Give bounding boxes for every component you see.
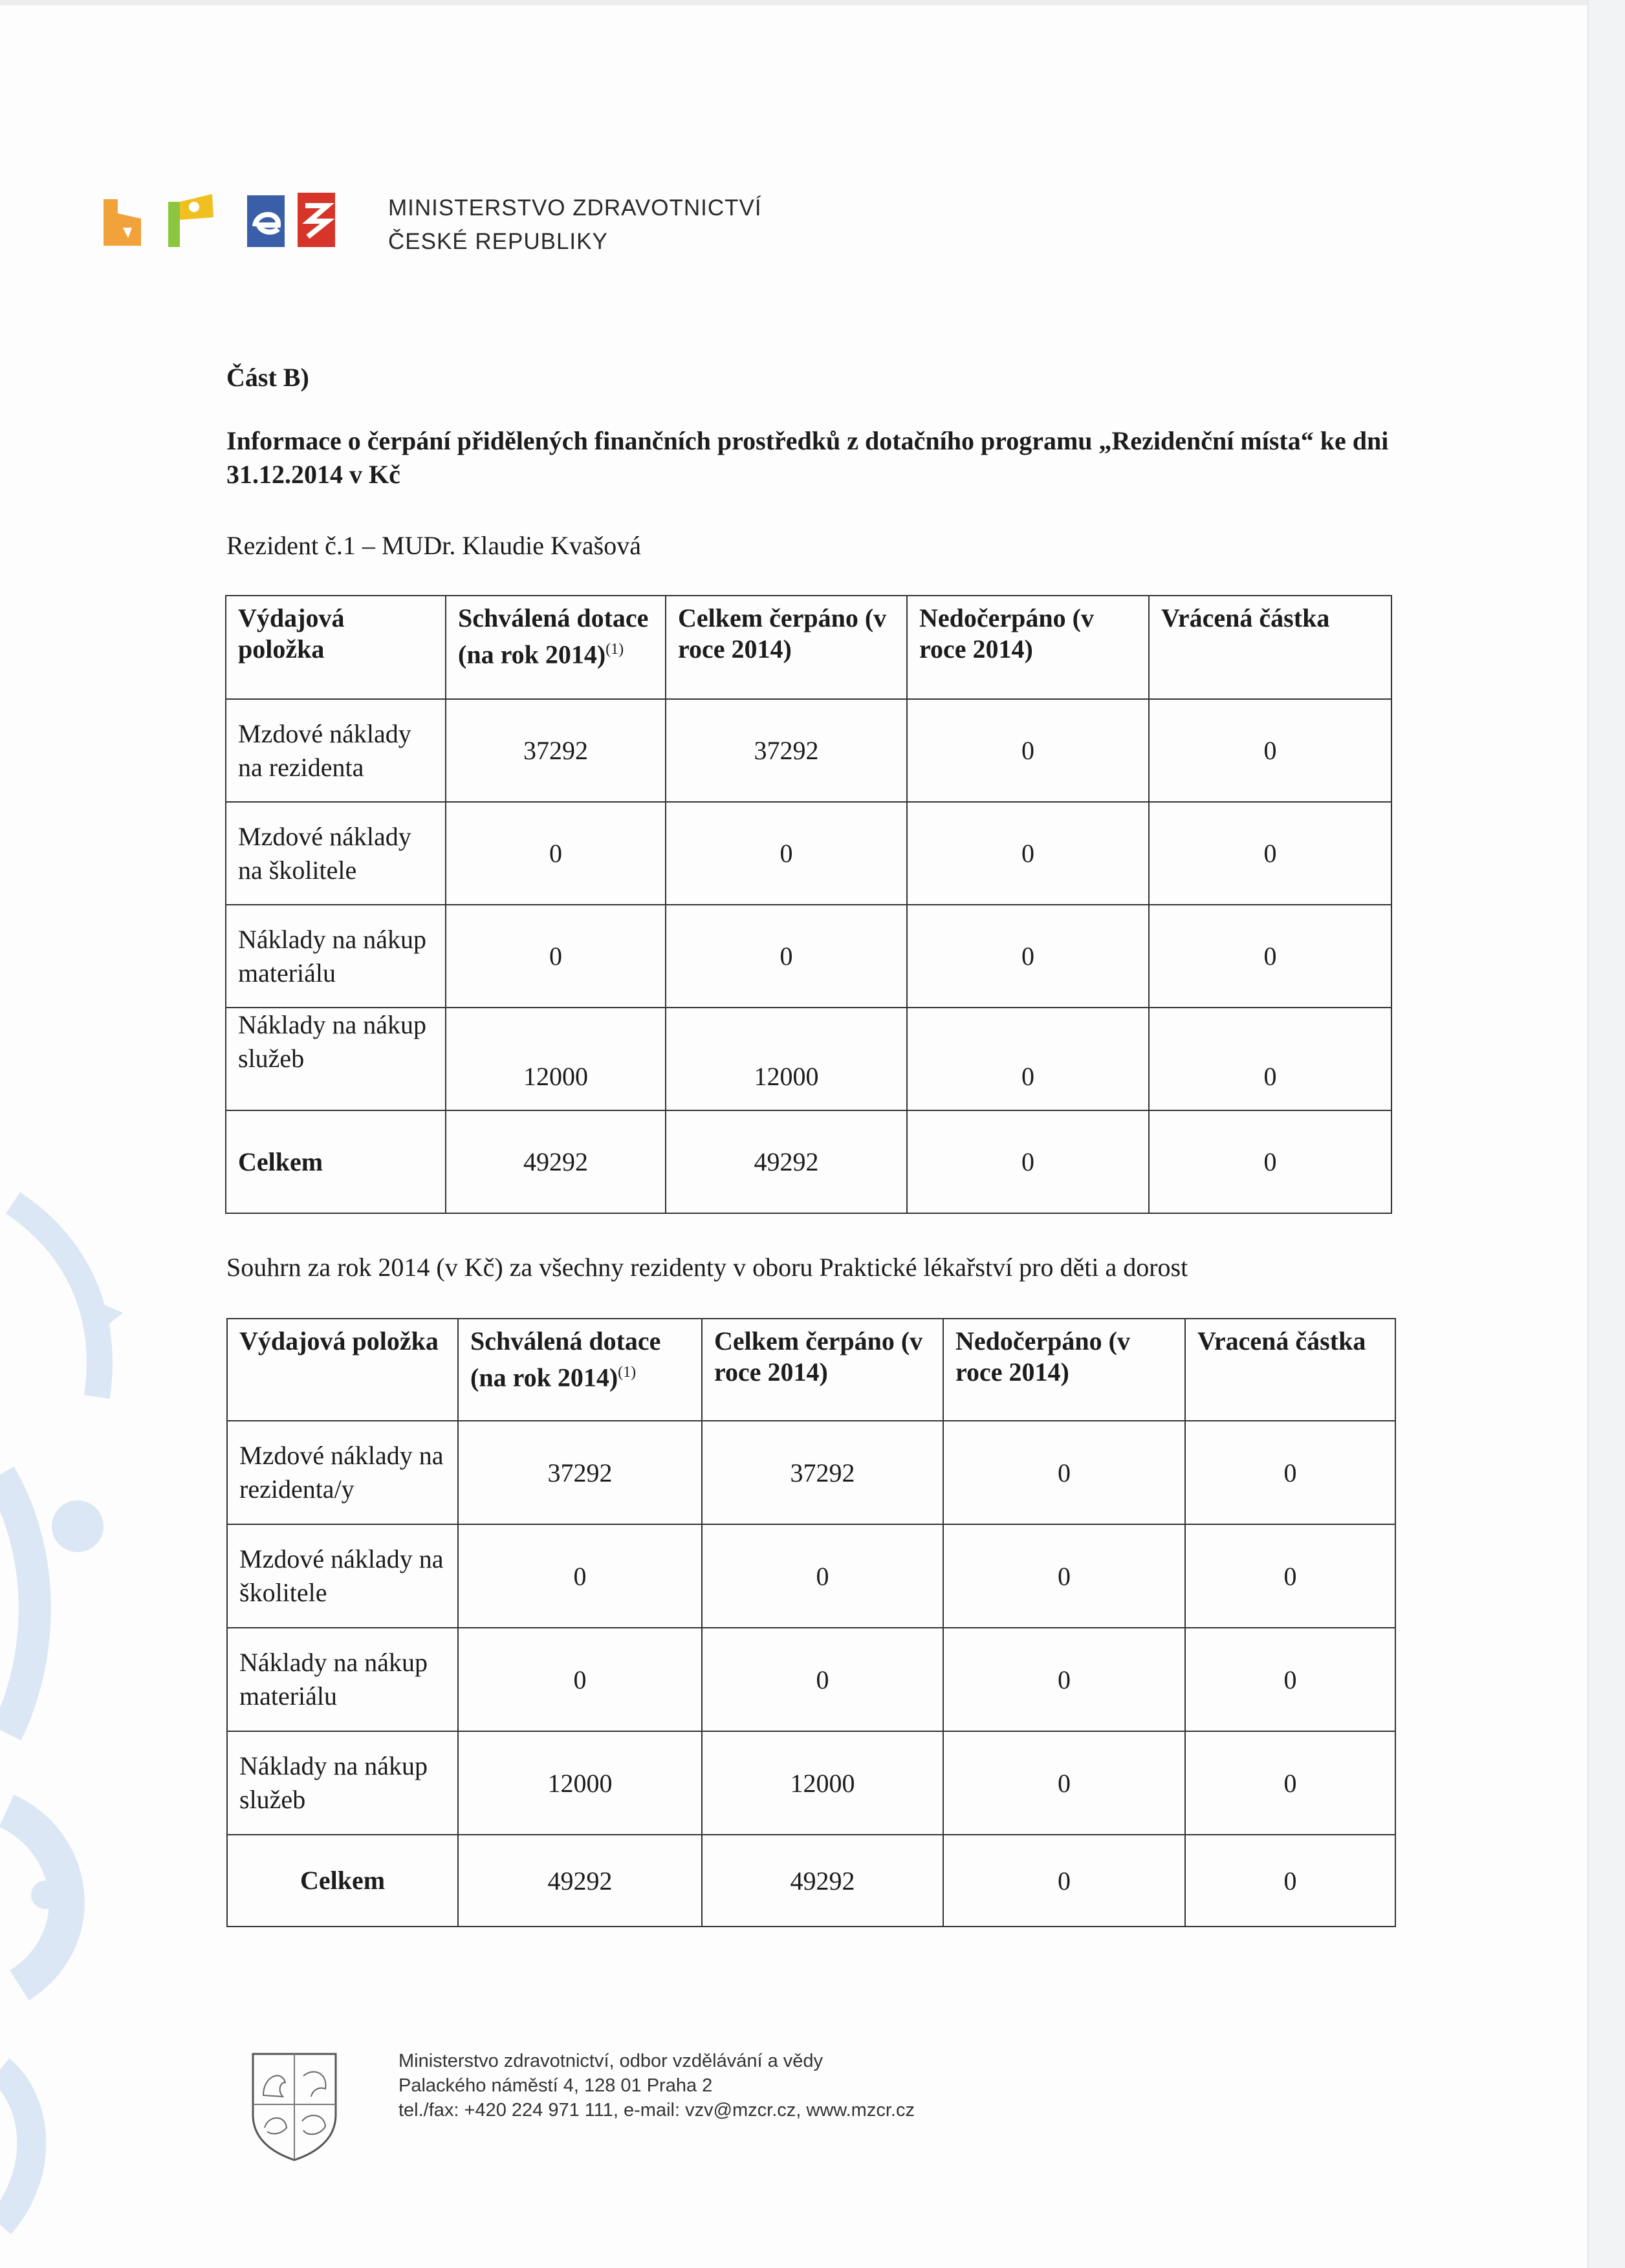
table-header-row [226,596,1391,699]
cell-value: 37292 [458,1421,702,1524]
cell-value: 0 [1185,1421,1395,1524]
cell-value: 0 [943,1421,1185,1524]
resident-expense-table [225,595,1392,1214]
resident-name: Rezident č.1 – MUDr. Klaudie Kvašová [226,531,641,560]
cell-value: 0 [458,1524,702,1628]
table-row [227,1421,1395,1524]
header-cell: Schválená dotace (na rok 2014)$^{(1)}$ [446,596,666,699]
row-label: Mzdové náklady na školitele [226,802,446,905]
cell-value: 0 [907,802,1149,905]
cell-value: 49292 [666,1110,907,1213]
row-label: Náklady na nákup materiálu [226,905,446,1008]
cell-value: 0 [943,1731,1185,1835]
cell-value: 37292 [666,699,907,802]
header-cell: Vrácená částka [1149,596,1391,699]
page-right-edge [1587,0,1625,2268]
row-label: Celkem [226,1110,446,1213]
footer-line: Ministerstvo zdravotnictví, odbor vzdělávání a vědy [398,2051,823,2071]
header-cell: Výdajová položka [226,596,446,699]
cell-value: 0 [1149,905,1391,1008]
cell-value: 0 [907,699,1149,802]
table-row [226,802,1391,905]
header-cell: Nedočerpáno (v roce 2014) [943,1319,1185,1421]
row-label: Náklady na nákup služeb [227,1731,458,1835]
cell-value: 49292 [702,1835,943,1927]
cell-value: 0 [943,1524,1185,1628]
header-cell: Celkem čerpáno (v roce 2014) [666,596,907,699]
table-row [226,699,1391,802]
cell-value: 49292 [446,1110,666,1213]
cell-value: 0 [666,802,907,905]
cell-value: 0 [446,802,666,905]
footer-line: tel./fax: +420 224 971 111, e-mail: vzv@mzcr.cz, www.mzcr.cz [398,2100,915,2121]
row-label: Mzdové náklady na rezidenta [226,699,446,802]
ministry-name-line2: ČESKÉ REPUBLIKY [388,229,608,254]
ministry-name [388,191,762,259]
cell-value: 0 [1185,1835,1395,1927]
cell-value: 0 [666,905,907,1008]
cell-value: 37292 [446,699,666,802]
cell-value: 0 [943,1628,1185,1731]
header-cell: Výdajová položka [227,1319,458,1421]
row-label: Náklady na nákup služeb [226,1008,446,1110]
table-row [226,905,1391,1008]
state-crest-icon [249,2050,340,2163]
header-cell: Vracená částka [1185,1319,1395,1421]
row-label: Celkem [227,1835,458,1927]
page-top-edge [0,0,1625,5]
cell-value: 0 [1149,699,1391,802]
cell-value: 0 [907,905,1149,1008]
cell-value: 12000 [666,1008,907,1110]
cell-value: 0 [702,1524,943,1628]
footer-contact [398,2049,915,2122]
cell-value: 0 [446,905,666,1008]
cell-value: 0 [702,1628,943,1731]
watermark-graphic [0,1164,168,2263]
table-total-row [226,1110,1391,1213]
summary-expense-table [226,1318,1396,1927]
cell-value: 0 [907,1008,1149,1110]
cell-value: 0 [1149,1008,1391,1110]
table-header-row [227,1319,1395,1421]
footer-line: Palackého náměstí 4, 128 01 Praha 2 [398,2075,713,2096]
cell-value: 0 [1185,1731,1395,1835]
row-label: Mzdové náklady na rezidenta/y [227,1421,458,1524]
table-row [227,1628,1395,1731]
cell-value: 0 [907,1110,1149,1213]
header-cell: Celkem čerpáno (v roce 2014) [702,1319,943,1421]
header-cell: Nedočerpáno (v roce 2014) [907,596,1149,699]
cell-value: 0 [458,1628,702,1731]
cell-value: 0 [1185,1628,1395,1731]
ministry-logo [104,188,362,252]
ministry-name-line1: MINISTERSTVO ZDRAVOTNICTVÍ [388,195,762,221]
table-total-row [227,1835,1395,1927]
cell-value: 0 [1149,802,1391,905]
cell-value: 12000 [458,1731,702,1835]
cell-value: 0 [1185,1524,1395,1628]
document-heading: Informace o čerpání přidělených finančních prostředků z dotačního programu „Rezidenční místa“ ke dni 31.12.2014 v Kč [226,426,1389,489]
section-title: Část B) [226,363,309,392]
header-cell: Schválená dotace (na rok 2014)$^{(1)}$ [458,1319,702,1421]
summary-caption: Souhrn za rok 2014 (v Kč) za všechny rezidenty v oboru Praktické lékařství pro děti a dorost [226,1253,1188,1282]
row-label: Mzdové náklady na školitele [227,1524,458,1628]
row-label: Náklady na nákup materiálu [227,1628,458,1731]
cell-value: 0 [1149,1110,1391,1213]
cell-value: 0 [943,1835,1185,1927]
cell-value: 37292 [702,1421,943,1524]
cell-value: 49292 [458,1835,702,1927]
cell-value: 12000 [446,1008,666,1110]
table-row [227,1524,1395,1628]
table-row [226,1008,1391,1110]
cell-value: 12000 [702,1731,943,1835]
table-row [227,1731,1395,1835]
